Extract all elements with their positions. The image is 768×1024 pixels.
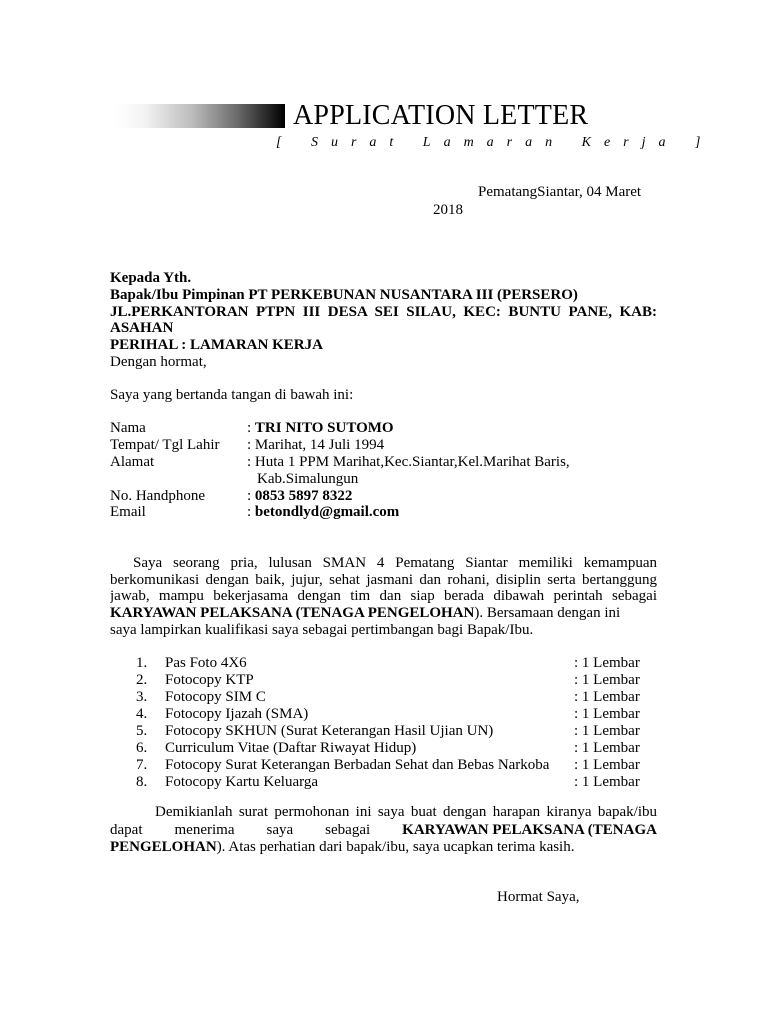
attachment-item: Fotocopy SKHUN (Surat Keterangan Hasil Ujian UN) [165,723,494,739]
paragraph1-line5: saya lampirkan kualifikasi saya sebagai pertimbangan bagi Bapak/Ibu. [110,622,534,638]
attachment-number: 5. [136,723,148,739]
attachment-quantity: : 1 Lembar [574,723,640,739]
birth-value: Marihat, 14 Juli 1994 [254,437,385,453]
attachment-number: 7. [136,757,148,773]
attachment-row [110,723,657,740]
attachment-item: Pas Foto 4X6 [165,655,247,671]
closing-line3 [110,839,574,856]
email-value: betondlyd@gmail.com [254,504,400,520]
name-value-wrap [247,420,394,437]
closing-word: menerima [174,822,235,838]
address-label: Alamat [110,454,155,470]
email-label: Email [110,504,146,520]
attachment-row [110,757,657,774]
attachment-item: Fotocopy SIM C [165,689,266,705]
name-value: TRI NITO SUTOMO [254,420,394,436]
phone-value: 0853 5897 8322 [254,488,353,504]
closing-word: sebagai [325,822,371,838]
attachment-number: 8. [136,774,148,790]
name-label: Nama [110,420,146,436]
letter-title: APPLICATION LETTER [293,100,589,131]
closing-word: dapat [110,822,143,838]
attachment-row [110,774,657,791]
attachment-row [110,706,657,723]
recipient-company: Bapak/Ibu Pimpinan PT PERKEBUNAN NUSANTARA III (PERSERO) [110,287,578,303]
attachment-quantity: : 1 Lembar [574,689,640,705]
date-place: PematangSiantar, 04 Maret [478,184,642,200]
attachment-number: 1. [136,655,148,671]
colon: : [247,504,252,520]
attachment-quantity: : 1 Lembar [574,757,640,773]
colon: : [247,420,252,436]
email-value-wrap [247,504,399,521]
header-gradient-bar [115,104,285,128]
closing-line2 [110,822,657,839]
signoff: Hormat Saya, [497,889,580,905]
address-value-line2: Kab.Simalungun [257,471,359,487]
closing-position-title: KARYAWAN PELAKSANA (TENAGA [402,822,657,838]
attachment-quantity: : 1 Lembar [574,655,640,671]
birth-value-wrap [247,437,384,454]
paragraph1-line3: jawab, mampu bekerjasama dengan tim dan siap berada dibawah perintah sebagai [110,588,657,604]
colon: : [247,454,252,470]
greeting: Dengan hormat, [110,354,207,370]
recipient-address-line2: ASAHAN [110,320,174,336]
address-value-wrap [247,454,570,471]
attachment-item: Fotocopy KTP [165,672,254,688]
recipient-address-line1: JL.PERKANTORAN PTPN III DESA SEI SILAU, KEC: BUNTU PANE, KAB: [110,304,657,320]
position-title: KARYAWAN PELAKSANA (TENAGA PENGELOHAN [110,605,475,621]
paragraph1-line4-rest: ). Bersamaan dengan ini [474,605,621,621]
phone-value-wrap [247,488,352,505]
letter-subtitle: [ Surat Lamaran Kerja ] [276,135,714,150]
attachment-number: 6. [136,740,148,756]
attachment-item: Fotocopy Surat Keterangan Berbadan Sehat dan Bebas Narkoba [165,757,550,773]
address-value-line1: Huta 1 PPM Marihat,Kec.Siantar,Kel.Marihat Baris, [254,454,570,470]
intro-text: Saya yang bertanda tangan di bawah ini: [110,387,354,403]
phone-label: No. Handphone [110,488,205,504]
attachment-quantity: : 1 Lembar [574,740,640,756]
attachment-item: Curriculum Vitae (Daftar Riwayat Hidup) [165,740,417,756]
paragraph1-line4 [110,605,620,622]
attachment-quantity: : 1 Lembar [574,774,640,790]
colon: : [247,488,252,504]
birth-label: Tempat/ Tgl Lahir [110,437,220,453]
date-year: 2018 [433,202,463,218]
attachment-number: 2. [136,672,148,688]
attachment-number: 3. [136,689,148,705]
attachment-number: 4. [136,706,148,722]
closing-word: saya [266,822,294,838]
attachment-row [110,740,657,757]
closing-line3-rest: ). Atas perhatian dari bapak/ibu, saya ucapkan terima kasih. [216,839,575,855]
attachment-item: Fotocopy Ijazah (SMA) [165,706,309,722]
attachment-row [110,689,657,706]
recipient-salutation: Kepada Yth. [110,270,192,286]
attachment-row [110,655,657,672]
attachment-quantity: : 1 Lembar [574,672,640,688]
closing-position-title-end: PENGELOHAN [110,839,217,855]
paragraph1-line2: berkomunikasi dengan baik, jujur, sehat jasmani dan rohani, disiplin serta bertanggung [110,572,657,588]
attachment-item: Fotocopy Kartu Keluarga [165,774,319,790]
attachment-quantity: : 1 Lembar [574,706,640,722]
paragraph1-line1: Saya seorang pria, lulusan SMAN 4 Pematang Siantar memiliki kemampuan [133,555,657,571]
colon: : [247,437,252,453]
letter-subject: PERIHAL : LAMARAN KERJA [110,337,323,353]
attachment-row [110,672,657,689]
closing-line1: Demikianlah surat permohonan ini saya buat dengan harapan kiranya bapak/ibu [155,804,657,820]
